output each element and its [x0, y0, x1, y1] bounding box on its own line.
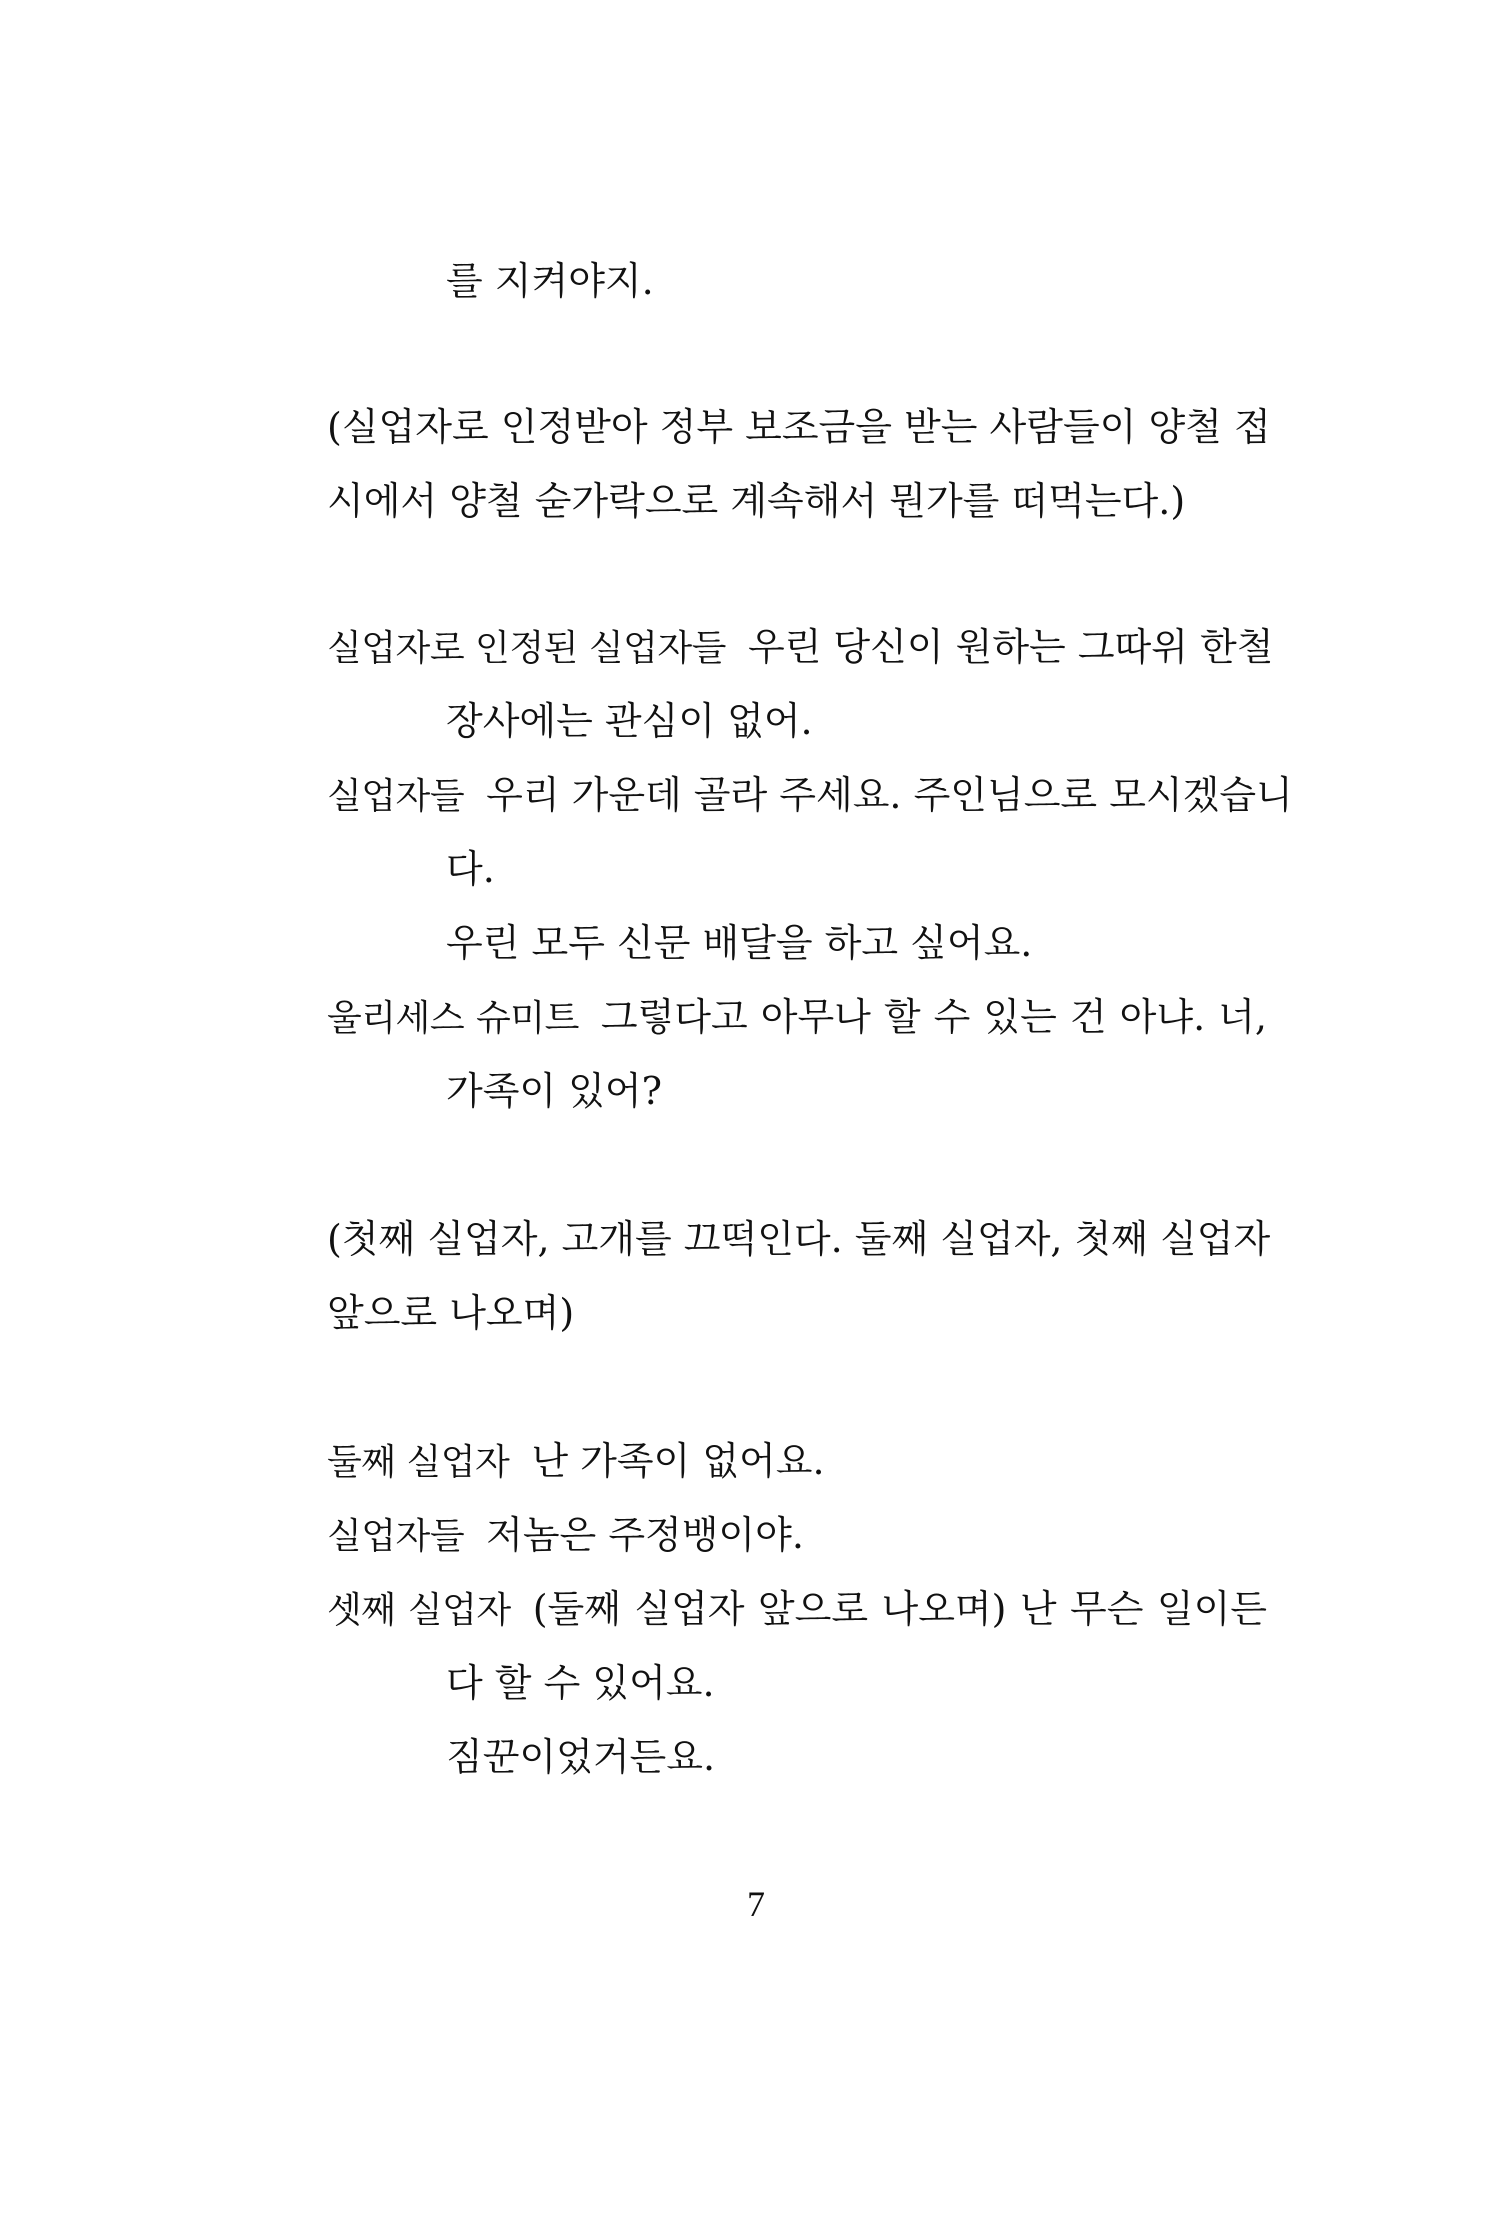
dialogue-continuation: 장사에는 관심이 없어. [446, 699, 813, 743]
dialogue-text: 그렇다고 아무나 할 수 있는 건 아냐. 너, [600, 995, 1267, 1039]
dialogue-continuation: 짐꾼이었거든요. [446, 1735, 716, 1779]
speaker-name: 실업자들 [327, 1516, 465, 1557]
dialogue-text: 우린 당신이 원하는 그따위 한철 [747, 625, 1274, 669]
dialogue-text: 우리 가운데 골라 주세요. 주인님으로 모시겠습니 [486, 773, 1293, 817]
page-number: 7 [747, 1884, 765, 1924]
speaker-name: 실업자로 인정된 실업자들 [327, 628, 726, 669]
dialogue-text: 난 가족이 없어요. [531, 1439, 825, 1483]
dialogue-text: 저놈은 주정뱅이야. [486, 1513, 804, 1557]
dialogue-line [327, 624, 1274, 672]
dialogue-line [327, 1586, 1267, 1634]
dialogue-continuation: 다 할 수 있어요. [446, 1661, 715, 1705]
stage-direction: (첫째 실업자, 고개를 끄떡인다. 둘째 실업자, 첫째 실업자 [327, 1217, 1271, 1261]
dialogue-text: (둘째 실업자 앞으로 나오며) 난 무슨 일이든 [532, 1587, 1267, 1631]
dialogue-continuation: 우린 모두 신문 배달을 하고 싶어요. [446, 921, 1033, 965]
dialogue-line [327, 1512, 1267, 1560]
dialogue-continuation: 가족이 있어? [446, 1069, 662, 1113]
dialogue-line [327, 1438, 1267, 1486]
speaker-name: 실업자들 [327, 776, 465, 817]
stage-direction: 앞으로 나오며) [327, 1291, 575, 1335]
speaker-name: 둘째 실업자 [327, 1442, 510, 1483]
stage-direction: 시에서 양철 숟가락으로 계속해서 뭔가를 떠먹는다.) [327, 479, 1186, 523]
dialogue-continuation: 다. [446, 847, 495, 891]
dialogue-continuation: 를 지켜야지. [446, 259, 654, 303]
dialogue-line [327, 994, 1267, 1042]
speaker-name: 울리세스 슈미트 [327, 998, 579, 1039]
dialogue-line [327, 772, 1293, 820]
speaker-name: 셋째 실업자 [327, 1590, 511, 1631]
stage-direction: (실업자로 인정받아 정부 보조금을 받는 사람들이 양철 접 [327, 405, 1271, 449]
